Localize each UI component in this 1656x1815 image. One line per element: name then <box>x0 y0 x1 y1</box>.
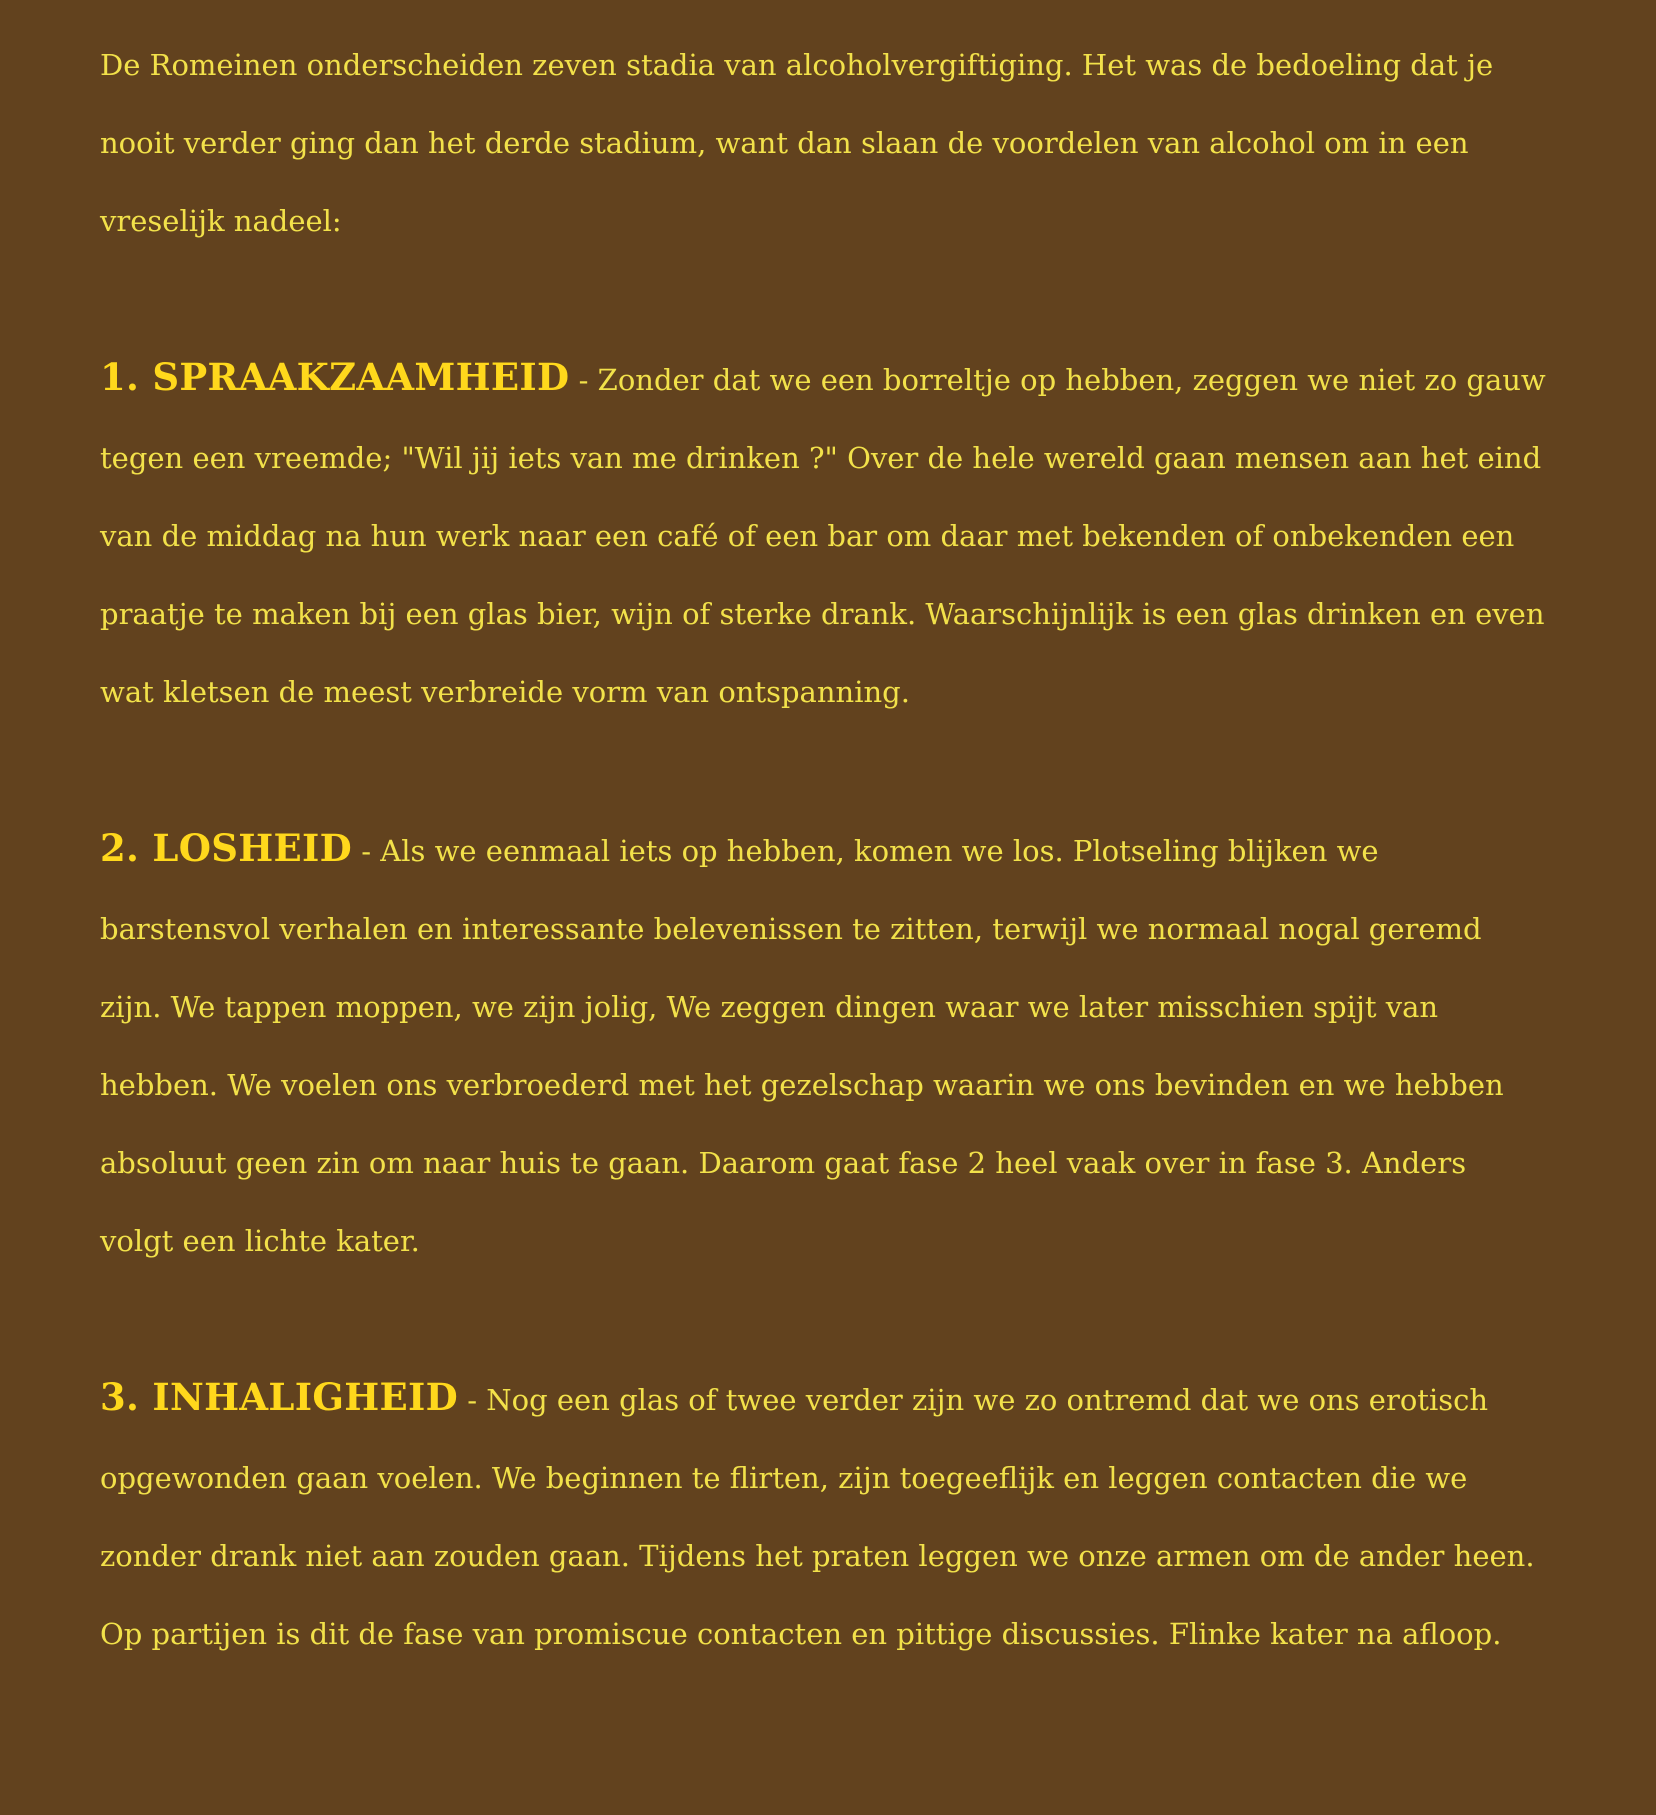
stage-2-separator: - <box>352 834 381 868</box>
stage-1-paragraph <box>100 338 1546 731</box>
stage-2-title: 2. LOSHEID <box>100 826 353 870</box>
stage-2-paragraph <box>100 809 1546 1280</box>
stage-1-separator: - <box>569 363 598 397</box>
intro-paragraph: De Romeinen onderscheiden zeven stadia van alcoholvergiftiging. Het was de bedoeling dat je nooit verder ging dan het derde stadium, want dan slaan de voordelen van alcohol om in een vreselijk nadeel: <box>100 48 1494 238</box>
stage-1-text: Zonder dat we een borreltje op hebben, zeggen we niet zo gauw tegen een vreemde; "Wil jij iets van me drinken ?" Over de hele wereld gaan mensen aan het eind van de middag na hun werk naar een café of een bar om daar met bekenden of onbekenden een praatje te maken bij een glas bier, wijn of sterke drank. Waarschijnlijk is een glas drinken en even wat kletsen de meest verbreide vorm van ontspanning. <box>100 363 1546 709</box>
stage-3-title: 3. INHALIGHEID <box>100 1375 458 1419</box>
stage-1-title: 1. SPRAAKZAAMHEID <box>100 355 570 399</box>
stage-3-separator: - <box>457 1383 487 1417</box>
stage-3-paragraph <box>100 1358 1546 1673</box>
stage-3-text: Nog een glas of twee verder zijn we zo ontremd dat we ons erotisch opgewonden gaan voelen. We beginnen te flirten, zijn toegeeflijk en leggen contacten die we zonder drank niet aan zouden gaan. Tijdens het praten leggen we onze armen om de ander heen. Op partijen is dit de fase van promiscue contacten en pittige discussies. Flinke kater na afloop. <box>100 1383 1535 1651</box>
stage-2-text: Als we eenmaal iets op hebben, komen we los. Plotseling blijken we barstensvol verhalen en interessante belevenissen te zitten, terwijl we normaal nogal geremd zijn. We tappen moppen, we zijn jolig, We zeggen dingen waar we later misschien spijt van hebben. We voelen ons verbroederd met het gezelschap waarin we ons bevinden en we hebben absoluut geen zin om naar huis te gaan. Daarom gaat fase 2 heel vaak over in fase 3. Anders volgt een lichte kater. <box>100 834 1504 1258</box>
